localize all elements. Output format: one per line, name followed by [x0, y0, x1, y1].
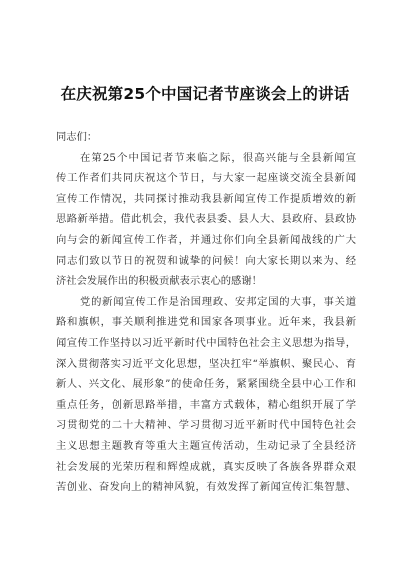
paragraph-line: 习贯彻党的二十大精神、学习贯彻习近平新时代中国特色社会	[56, 419, 356, 432]
document-title: 在庆祝第25个中国记者节座谈会上的讲话	[60, 85, 350, 103]
paragraph-line: 新人、兴文化、展形象”的使命任务，紧紧围绕全县中心工作和	[56, 378, 356, 391]
paragraph-line: 闻宣传工作坚持以习近平新时代中国特色社会主义思想为指导，	[56, 336, 356, 349]
paragraph-line: 苦创业、奋发向上的精神风貌，有效发挥了新闻宣传汇集智慧、	[56, 481, 356, 494]
paragraph-line: 传工作者们共同庆祝这个节日，与大家一起座谈交流全县新闻	[56, 172, 356, 185]
paragraph-line: 济社会发展作出的积极贡献表示衷心的感谢！	[56, 275, 262, 288]
paragraph-line: 社会发展的光荣历程和辉煌成就，真实反映了各族各界群众艰	[56, 460, 356, 473]
paragraph-line: 重点任务，创新思路举措，丰富方式载体，精心组织开展了学	[56, 398, 356, 411]
paragraph-line: 宣传工作情况，共同探讨推动我县新闻宣传工作提质增效的新	[56, 192, 356, 205]
paragraph-line: 深入贯彻落实习近平文化思想，坚决扛牢“举旗帜、聚民心、育	[56, 357, 356, 370]
paragraph-2	[56, 292, 356, 498]
salutation: 同志们：	[56, 131, 98, 143]
paragraph-line: 在第25个中国记者节来临之际，很高兴能与全县新闻宣	[80, 151, 356, 164]
paragraph-1	[56, 148, 356, 292]
paragraph-line: 向与会的新闻宣传工作者，并通过你们向全县新闻战线的广大	[56, 233, 356, 246]
paragraph-line: 主义思想主题教育等重大主题宣传活动，生动记录了全县经济	[56, 439, 356, 452]
paragraph-line: 路和旗帜，事关顺利推进党和国家各项事业。近年来，我县新	[56, 316, 356, 329]
document-body	[56, 127, 356, 498]
paragraph-line: 思路新举措。借此机会，我代表县委、县人大、县政府、县政协	[56, 213, 356, 226]
paragraph-line: 党的新闻宣传工作是治国理政、安邦定国的大事，事关道	[80, 295, 356, 308]
paragraph-line: 同志们致以节日的祝贺和诚挚的问候！向大家长期以来为、经	[56, 254, 356, 267]
